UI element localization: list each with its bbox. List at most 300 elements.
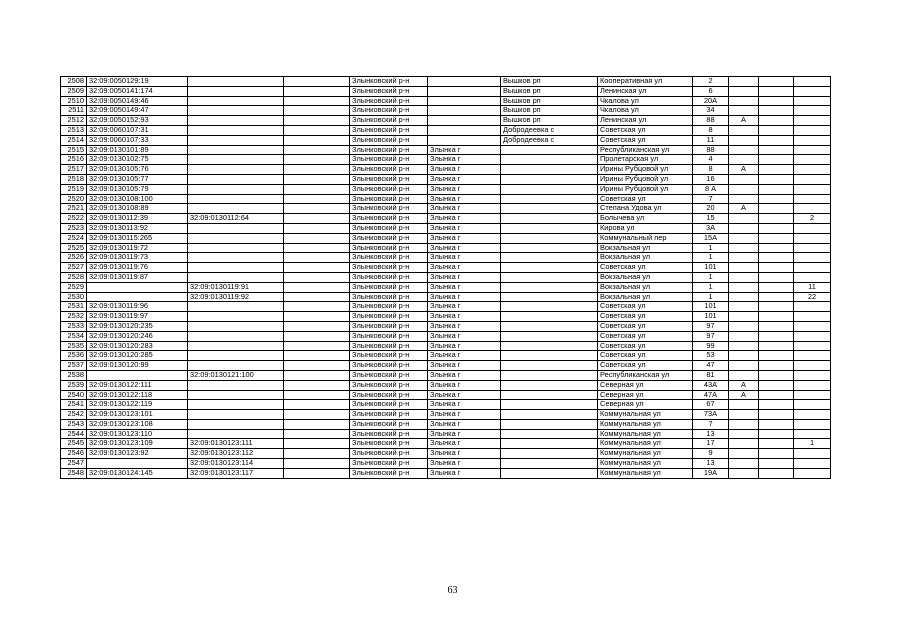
city-cell [428, 96, 501, 106]
empty-cell [759, 400, 794, 410]
house-letter-cell [729, 449, 759, 459]
empty-cell [759, 312, 794, 322]
street-cell: Северная ул [598, 390, 693, 400]
linked-cadastral-number-cell: 32:09:0130112:64 [188, 214, 284, 224]
street-cell: Вокзальная ул [598, 292, 693, 302]
settlement-cell [501, 145, 598, 155]
linked-cadastral-number-cell [188, 77, 284, 87]
cadastral-number-cell: 32:09:0050149:47 [87, 106, 188, 116]
settlement-cell [501, 302, 598, 312]
settlement-cell [501, 361, 598, 371]
empty-cell [759, 370, 794, 380]
empty-cell [284, 77, 350, 87]
district-cell: Злынковский р-н [350, 321, 428, 331]
house-letter-cell [729, 341, 759, 351]
house-letter-cell: А [729, 204, 759, 214]
cadastral-number-cell [87, 370, 188, 380]
empty-cell [284, 86, 350, 96]
street-cell: Ирины Рубцовой ул [598, 174, 693, 184]
table-row [61, 331, 831, 341]
house-letter-cell [729, 263, 759, 273]
row-number-cell: 2516 [61, 155, 87, 165]
district-cell: Злынковский р-н [350, 253, 428, 263]
empty-cell [284, 439, 350, 449]
empty-cell [759, 282, 794, 292]
district-cell: Злынковский р-н [350, 429, 428, 439]
house-number-cell: 67 [693, 400, 729, 410]
apartment-cell: 1 [794, 439, 831, 449]
empty-cell [759, 429, 794, 439]
city-cell: Злынка г [428, 351, 501, 361]
settlement-cell: Вышков рп [501, 106, 598, 116]
district-cell: Злынковский р-н [350, 341, 428, 351]
district-cell: Злынковский р-н [350, 214, 428, 224]
table-row [61, 174, 831, 184]
street-cell: Советская ул [598, 341, 693, 351]
linked-cadastral-number-cell [188, 263, 284, 273]
house-letter-cell [729, 321, 759, 331]
empty-cell [759, 419, 794, 429]
empty-cell [284, 302, 350, 312]
house-letter-cell [729, 272, 759, 282]
street-cell: Советская ул [598, 321, 693, 331]
house-number-cell: 13 [693, 459, 729, 469]
settlement-cell [501, 331, 598, 341]
empty-cell [284, 223, 350, 233]
row-number-cell: 2508 [61, 77, 87, 87]
cadastral-number-cell: 32:09:0130119:97 [87, 312, 188, 322]
row-number-cell: 2522 [61, 214, 87, 224]
district-cell: Злынковский р-н [350, 331, 428, 341]
street-cell: Чкалова ул [598, 96, 693, 106]
street-cell: Ирины Рубцовой ул [598, 184, 693, 194]
house-number-cell: 88 [693, 116, 729, 126]
table-row [61, 351, 831, 361]
cadastral-number-cell: 32:09:0130123:108 [87, 419, 188, 429]
table-row [61, 429, 831, 439]
street-cell: Советская ул [598, 312, 693, 322]
house-number-cell: 101 [693, 263, 729, 273]
linked-cadastral-number-cell [188, 419, 284, 429]
empty-cell [284, 429, 350, 439]
table-row [61, 194, 831, 204]
street-cell: Ленинская ул [598, 86, 693, 96]
table-row [61, 341, 831, 351]
empty-cell [284, 263, 350, 273]
house-letter-cell [729, 282, 759, 292]
street-cell: Республиканская ул [598, 145, 693, 155]
city-cell: Злынка г [428, 184, 501, 194]
empty-cell [759, 439, 794, 449]
settlement-cell [501, 155, 598, 165]
apartment-cell [794, 253, 831, 263]
city-cell: Злынка г [428, 243, 501, 253]
cadastral-number-cell: 32:09:0130120:235 [87, 321, 188, 331]
table-row [61, 439, 831, 449]
row-number-cell: 2519 [61, 184, 87, 194]
house-number-cell: 1 [693, 292, 729, 302]
district-cell: Злынковский р-н [350, 292, 428, 302]
district-cell: Злынковский р-н [350, 449, 428, 459]
row-number-cell: 2539 [61, 380, 87, 390]
apartment-cell [794, 77, 831, 87]
street-cell: Кирова ул [598, 223, 693, 233]
empty-cell [759, 155, 794, 165]
empty-cell [759, 223, 794, 233]
empty-cell [759, 96, 794, 106]
row-number-cell: 2518 [61, 174, 87, 184]
house-number-cell: 6 [693, 86, 729, 96]
settlement-cell [501, 419, 598, 429]
linked-cadastral-number-cell: 32:09:0130123:112 [188, 449, 284, 459]
settlement-cell [501, 165, 598, 175]
table-row [61, 106, 831, 116]
empty-cell [284, 214, 350, 224]
apartment-cell [794, 341, 831, 351]
row-number-cell: 2540 [61, 390, 87, 400]
city-cell: Злынка г [428, 380, 501, 390]
house-letter-cell [729, 361, 759, 371]
street-cell: Коммунальная ул [598, 459, 693, 469]
house-number-cell: 97 [693, 331, 729, 341]
settlement-cell [501, 459, 598, 469]
street-cell: Вокзальная ул [598, 253, 693, 263]
table-row [61, 390, 831, 400]
district-cell: Злынковский р-н [350, 302, 428, 312]
apartment-cell [794, 419, 831, 429]
house-number-cell: 20 [693, 204, 729, 214]
empty-cell [284, 184, 350, 194]
house-number-cell: 7 [693, 419, 729, 429]
house-letter-cell: А [729, 390, 759, 400]
house-number-cell: 1 [693, 272, 729, 282]
house-letter-cell [729, 184, 759, 194]
street-cell: Северная ул [598, 400, 693, 410]
table-row [61, 204, 831, 214]
empty-cell [284, 410, 350, 420]
street-cell: Степана Удова ул [598, 204, 693, 214]
table-row [61, 459, 831, 469]
empty-cell [759, 263, 794, 273]
cadastral-number-cell: 32:09:0060107:33 [87, 135, 188, 145]
house-number-cell: 47 [693, 361, 729, 371]
cadastral-number-cell: 32:09:0130108:89 [87, 204, 188, 214]
row-number-cell: 2542 [61, 410, 87, 420]
empty-cell [284, 321, 350, 331]
cadastral-number-cell [87, 459, 188, 469]
cadastral-number-cell: 32:09:0130105:79 [87, 184, 188, 194]
street-cell: Коммунальная ул [598, 419, 693, 429]
linked-cadastral-number-cell [188, 155, 284, 165]
city-cell: Злынка г [428, 165, 501, 175]
street-cell: Коммунальная ул [598, 410, 693, 420]
row-number-cell: 2529 [61, 282, 87, 292]
settlement-cell: Вышков рп [501, 116, 598, 126]
district-cell: Злынковский р-н [350, 223, 428, 233]
apartment-cell [794, 243, 831, 253]
house-number-cell: 13 [693, 429, 729, 439]
street-cell: Кооперативная ул [598, 77, 693, 87]
table-row [61, 253, 831, 263]
apartment-cell [794, 155, 831, 165]
district-cell: Злынковский р-н [350, 370, 428, 380]
district-cell: Злынковский р-н [350, 380, 428, 390]
row-number-cell: 2537 [61, 361, 87, 371]
house-letter-cell [729, 96, 759, 106]
settlement-cell [501, 410, 598, 420]
street-cell: Болычева ул [598, 214, 693, 224]
house-letter-cell [729, 419, 759, 429]
city-cell: Злынка г [428, 272, 501, 282]
street-cell: Советская ул [598, 361, 693, 371]
city-cell: Злынка г [428, 253, 501, 263]
cadastral-number-cell: 32:09:0130123:92 [87, 449, 188, 459]
house-letter-cell [729, 410, 759, 420]
empty-cell [284, 125, 350, 135]
empty-cell [284, 96, 350, 106]
registry-sheet [60, 76, 830, 479]
empty-cell [759, 214, 794, 224]
district-cell: Злынковский р-н [350, 165, 428, 175]
page-number: 63 [447, 585, 458, 596]
apartment-cell [794, 125, 831, 135]
settlement-cell [501, 321, 598, 331]
settlement-cell [501, 429, 598, 439]
row-number-cell: 2538 [61, 370, 87, 380]
settlement-cell [501, 194, 598, 204]
house-letter-cell [729, 214, 759, 224]
table-row [61, 125, 831, 135]
row-number-cell: 2533 [61, 321, 87, 331]
row-number-cell: 2521 [61, 204, 87, 214]
district-cell: Злынковский р-н [350, 468, 428, 478]
house-number-cell: 53 [693, 351, 729, 361]
cadastral-number-cell: 32:09:0130120:283 [87, 341, 188, 351]
row-number-cell: 2545 [61, 439, 87, 449]
house-number-cell: 8 А [693, 184, 729, 194]
apartment-cell [794, 361, 831, 371]
empty-cell [759, 204, 794, 214]
linked-cadastral-number-cell [188, 86, 284, 96]
city-cell: Злынка г [428, 214, 501, 224]
apartment-cell [794, 184, 831, 194]
house-letter-cell [729, 302, 759, 312]
apartment-cell [794, 312, 831, 322]
city-cell: Злынка г [428, 155, 501, 165]
house-letter-cell [729, 253, 759, 263]
row-number-cell: 2546 [61, 449, 87, 459]
city-cell: Злынка г [428, 410, 501, 420]
house-number-cell: 8 [693, 125, 729, 135]
row-number-cell: 2544 [61, 429, 87, 439]
cadastral-number-cell: 32:09:0130119:96 [87, 302, 188, 312]
settlement-cell [501, 370, 598, 380]
house-number-cell: 73А [693, 410, 729, 420]
district-cell: Злынковский р-н [350, 106, 428, 116]
house-number-cell: 97 [693, 321, 729, 331]
table-row [61, 272, 831, 282]
street-cell: Советская ул [598, 263, 693, 273]
apartment-cell [794, 263, 831, 273]
empty-cell [759, 135, 794, 145]
house-letter-cell [729, 459, 759, 469]
cadastral-number-cell: 32:09:0130123:101 [87, 410, 188, 420]
cadastral-number-cell: 32:09:0130123:109 [87, 439, 188, 449]
linked-cadastral-number-cell [188, 174, 284, 184]
city-cell: Злынка г [428, 449, 501, 459]
city-cell [428, 106, 501, 116]
apartment-cell: 2 [794, 214, 831, 224]
house-number-cell: 11 [693, 135, 729, 145]
empty-cell [284, 380, 350, 390]
city-cell: Злынка г [428, 459, 501, 469]
settlement-cell [501, 400, 598, 410]
apartment-cell: 11 [794, 282, 831, 292]
district-cell: Злынковский р-н [350, 263, 428, 273]
table-row [61, 370, 831, 380]
apartment-cell [794, 429, 831, 439]
cadastral-number-cell [87, 292, 188, 302]
street-cell: Коммунальная ул [598, 468, 693, 478]
apartment-cell [794, 233, 831, 243]
house-number-cell: 8 [693, 165, 729, 175]
district-cell: Злынковский р-н [350, 135, 428, 145]
settlement-cell [501, 292, 598, 302]
empty-cell [759, 106, 794, 116]
street-cell: Вокзальная ул [598, 282, 693, 292]
house-number-cell: 17 [693, 439, 729, 449]
row-number-cell: 2523 [61, 223, 87, 233]
street-cell: Коммунальная ул [598, 429, 693, 439]
cadastral-number-cell: 32:09:0130122:118 [87, 390, 188, 400]
city-cell: Злынка г [428, 302, 501, 312]
district-cell: Злынковский р-н [350, 96, 428, 106]
empty-cell [759, 302, 794, 312]
apartment-cell [794, 302, 831, 312]
table-row [61, 263, 831, 273]
table-row [61, 380, 831, 390]
street-cell: Северная ул [598, 380, 693, 390]
settlement-cell [501, 449, 598, 459]
empty-cell [284, 400, 350, 410]
linked-cadastral-number-cell [188, 106, 284, 116]
house-letter-cell: А [729, 165, 759, 175]
city-cell: Злынка г [428, 233, 501, 243]
empty-cell [759, 292, 794, 302]
house-letter-cell [729, 77, 759, 87]
row-number-cell: 2525 [61, 243, 87, 253]
empty-cell [284, 155, 350, 165]
row-number-cell: 2510 [61, 96, 87, 106]
linked-cadastral-number-cell [188, 135, 284, 145]
apartment-cell [794, 390, 831, 400]
row-number-cell: 2512 [61, 116, 87, 126]
street-cell: Советская ул [598, 194, 693, 204]
empty-cell [284, 468, 350, 478]
row-number-cell: 2535 [61, 341, 87, 351]
row-number-cell: 2517 [61, 165, 87, 175]
cadastral-number-cell: 32:09:0130113:92 [87, 223, 188, 233]
cadastral-number-cell: 32:09:0130105:77 [87, 174, 188, 184]
empty-cell [284, 449, 350, 459]
street-cell: Советская ул [598, 135, 693, 145]
cadastral-number-cell: 32:09:0130124:145 [87, 468, 188, 478]
empty-cell [284, 459, 350, 469]
city-cell: Злынка г [428, 370, 501, 380]
cadastral-number-cell: 32:09:0050129:19 [87, 77, 188, 87]
apartment-cell [794, 116, 831, 126]
linked-cadastral-number-cell [188, 272, 284, 282]
house-letter-cell: А [729, 380, 759, 390]
district-cell: Злынковский р-н [350, 204, 428, 214]
row-number-cell: 2534 [61, 331, 87, 341]
street-cell: Советская ул [598, 331, 693, 341]
empty-cell [284, 292, 350, 302]
linked-cadastral-number-cell [188, 243, 284, 253]
settlement-cell [501, 380, 598, 390]
settlement-cell [501, 184, 598, 194]
linked-cadastral-number-cell: 32:09:0130121:100 [188, 370, 284, 380]
settlement-cell: Добродеевка с [501, 125, 598, 135]
apartment-cell [794, 331, 831, 341]
street-cell: Советская ул [598, 351, 693, 361]
house-letter-cell [729, 312, 759, 322]
district-cell: Злынковский р-н [350, 233, 428, 243]
street-cell: Пролетарская ул [598, 155, 693, 165]
linked-cadastral-number-cell [188, 351, 284, 361]
apartment-cell [794, 174, 831, 184]
city-cell: Злынка г [428, 282, 501, 292]
district-cell: Злынковский р-н [350, 390, 428, 400]
table-row [61, 400, 831, 410]
house-letter-cell [729, 429, 759, 439]
table-row [61, 312, 831, 322]
city-cell: Злынка г [428, 331, 501, 341]
apartment-cell [794, 272, 831, 282]
street-cell: Вокзальная ул [598, 272, 693, 282]
linked-cadastral-number-cell: 32:09:0130123:114 [188, 459, 284, 469]
row-number-cell: 2532 [61, 312, 87, 322]
settlement-cell [501, 390, 598, 400]
cadastral-number-cell: 32:09:0050149:46 [87, 96, 188, 106]
district-cell: Злынковский р-н [350, 125, 428, 135]
table-row [61, 77, 831, 87]
house-number-cell: 16 [693, 174, 729, 184]
house-number-cell: 15А [693, 233, 729, 243]
row-number-cell: 2520 [61, 194, 87, 204]
house-number-cell: 101 [693, 312, 729, 322]
empty-cell [759, 468, 794, 478]
house-letter-cell [729, 331, 759, 341]
apartment-cell [794, 223, 831, 233]
city-cell: Злынка г [428, 390, 501, 400]
city-cell: Злынка г [428, 312, 501, 322]
linked-cadastral-number-cell [188, 145, 284, 155]
settlement-cell: Вышков рп [501, 96, 598, 106]
house-number-cell: 43А [693, 380, 729, 390]
city-cell [428, 125, 501, 135]
city-cell: Злынка г [428, 263, 501, 273]
city-cell: Злынка г [428, 361, 501, 371]
row-number-cell: 2530 [61, 292, 87, 302]
apartment-cell [794, 459, 831, 469]
row-number-cell: 2513 [61, 125, 87, 135]
empty-cell [759, 253, 794, 263]
settlement-cell: Вышков рп [501, 77, 598, 87]
district-cell: Злынковский р-н [350, 116, 428, 126]
street-cell: Республиканская ул [598, 370, 693, 380]
table-row [61, 223, 831, 233]
